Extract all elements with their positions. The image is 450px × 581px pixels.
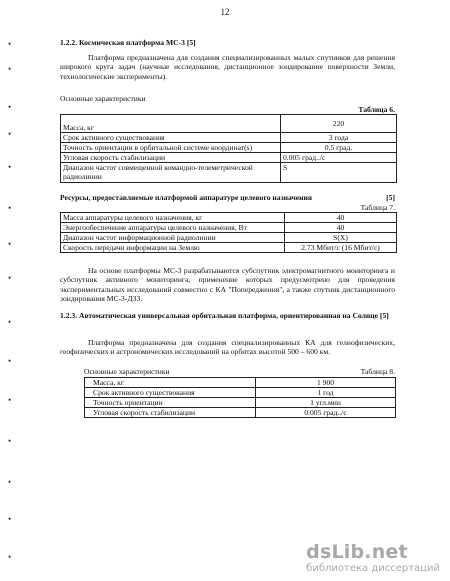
table-row (61, 163, 397, 182)
table-cell: 1 год (256, 388, 396, 398)
table-cell: 0.005 град../с (281, 153, 397, 163)
msz-paragraph: На основе платформы МС-3 разрабатываются субспутник электромагнитного мониторинга и субспутник активного мониторинга, применение которых предусмотрено для проведения экспериментальных исследований совместно с КА "Попередження", а также спутник дистанционного зондирования МС-3-ДЗЗ. (60, 266, 395, 304)
section-heading-1-2-3: 1.2.3. Автоматическая универсальная орбитальная платформа, ориентированная на Солнце [5] (60, 311, 389, 320)
margin-dot: • (8, 239, 12, 249)
margin-dot: • (8, 395, 12, 405)
table-cell: Срок активного существования (61, 133, 281, 143)
table-row (61, 233, 397, 243)
margin-dot: • (8, 203, 12, 213)
resources-heading-text: Ресурсы, предоставляемые платформой аппаратуре целевого назначения (60, 193, 313, 202)
margin-dot: • (8, 477, 12, 487)
table-row (61, 153, 397, 163)
table-cell: 3 года (281, 133, 397, 143)
section-paragraph: Платформа предназначена для создания специализированных КА для гелиофизических, геофизических и астрономических исследований на орбитах высотой 500 – 600 км. (60, 338, 395, 357)
table-cell: 40 (285, 213, 397, 223)
watermark-logo-text: dsLib.net (306, 540, 408, 563)
table-row (61, 133, 397, 143)
table-cell: 1 900 (256, 378, 396, 388)
table-cell: 220 (281, 115, 397, 133)
table-cell: 40 (285, 223, 397, 233)
table-6 (60, 114, 397, 183)
table-row (85, 398, 396, 408)
table-cell: 1 угл.мин (256, 398, 396, 408)
table-cell: Точность ориентации в орбитальной системе координат(s) (61, 143, 281, 153)
table-cell: Диапазон частот совмещенной командно-телеметрической радиолинии (61, 163, 281, 182)
table-cell: Масса, кг (61, 115, 281, 133)
table-caption-7: Таблица 7. (360, 203, 395, 212)
margin-dot: • (8, 436, 12, 446)
resources-heading-ref: [5] (386, 193, 395, 202)
table-row (85, 378, 396, 388)
watermark-logo (306, 541, 440, 565)
table-cell: Точность ориентации (85, 398, 256, 408)
table-8 (84, 377, 396, 418)
margin-dot: • (8, 64, 12, 74)
watermark (306, 541, 440, 575)
watermark-subtitle: библиотека диссертаций (306, 562, 440, 574)
margin-dot: • (8, 356, 12, 366)
section-heading-1-2-2: 1.2.2. Космическая платформа МС-3 [5] (60, 38, 196, 47)
section-paragraph: Платформа предназначена для создания специализированных малых спутников для решения широкого круга задач (научные исследования, дистанционное зондирование поверхности Земли, технологические эксперименты). (60, 53, 395, 81)
margin-dot: • (8, 552, 12, 562)
table-cell: 2.73 Мбит/с (16 Мбит/с) (285, 243, 397, 253)
table-cell: Угловая скорость стабилизации (61, 153, 281, 163)
table-row (61, 143, 397, 153)
margin-dot: • (8, 162, 12, 172)
table-row (61, 213, 397, 223)
table-row (61, 243, 397, 253)
margin-dot: • (8, 102, 12, 112)
table-cell: 0.5 град. (281, 143, 397, 153)
table-cell: Угловая скорость стабилизации (85, 408, 256, 418)
table-cell: Диапазон частот информационной радиолинии (61, 233, 285, 243)
margin-dot: • (8, 514, 12, 524)
table-row (61, 115, 397, 133)
table-cell: Энергообеспечение аппаратуры целевого назначения, Вт (61, 223, 285, 233)
table-cell: Масса аппаратуры целевого назначения, кг (61, 213, 285, 223)
table-cell: Масса, кг (85, 378, 256, 388)
resources-heading (60, 193, 395, 202)
characteristics-label: Основные характеристики (60, 94, 146, 103)
table-cell: S (281, 163, 397, 182)
page-number: 12 (220, 7, 230, 17)
table-caption-6: Таблица 6. (358, 105, 395, 114)
table-row (85, 408, 396, 418)
table-row (61, 223, 397, 233)
margin-dot: • (8, 129, 12, 139)
table-7 (60, 212, 397, 253)
table-cell: 0.005 град../с (256, 408, 396, 418)
characteristics-label: Основные характеристики (84, 367, 170, 376)
margin-dot: • (8, 39, 12, 49)
table-cell: Срок активного существования (85, 388, 256, 398)
table-row (85, 388, 396, 398)
margin-dot: • (8, 317, 12, 327)
margin-dot: • (8, 273, 12, 283)
table-cell: S(X) (285, 233, 397, 243)
table-cell: Скорость передачи информации на Землю (61, 243, 285, 253)
table-caption-8: Таблица 8. (360, 367, 395, 376)
